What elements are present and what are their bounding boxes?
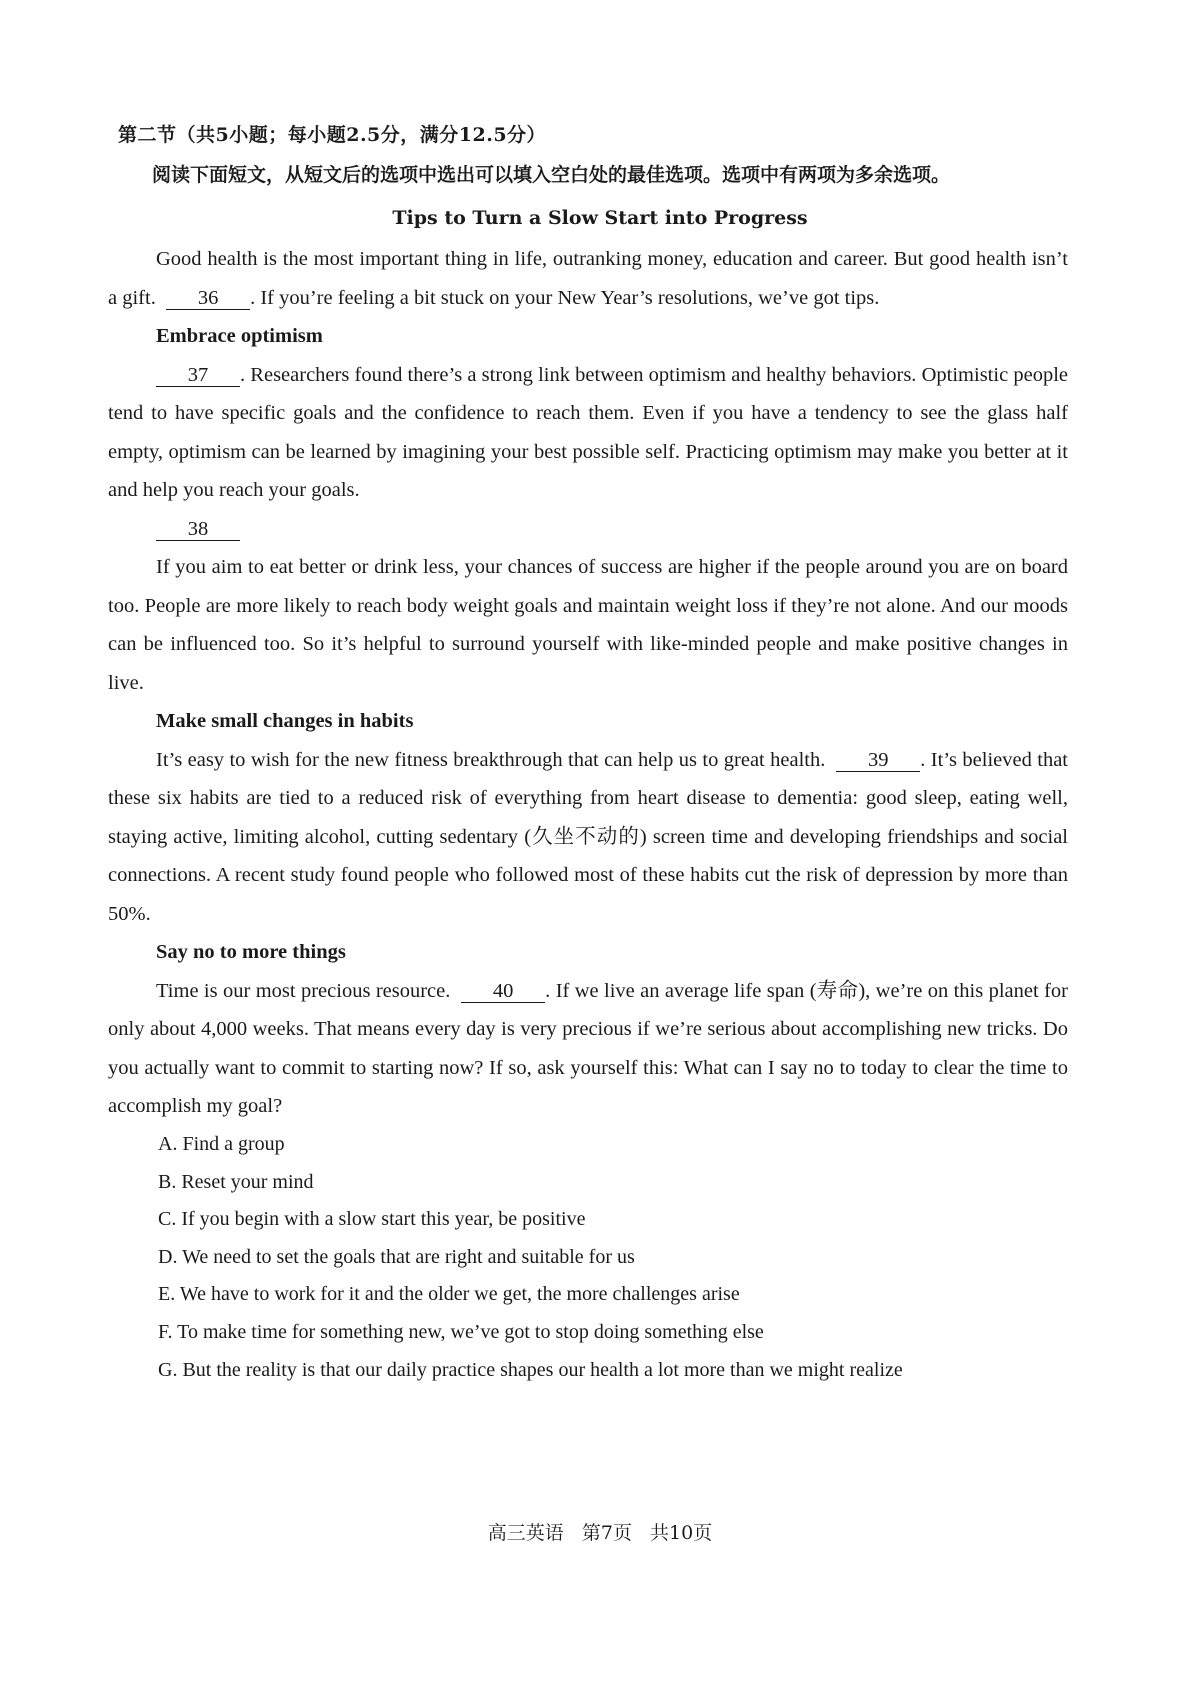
paragraph-text: It’s easy to wish for the new fitness breakthrough that can help us to great health. bbox=[156, 748, 826, 771]
paragraph-text: . It’s believed that these six habits are tied to a reduced risk of everything from heart disease to dementia: good sleep, eating well, staying active, limiting alcohol, cutting sedentary (久坐不动的) screen time and developing friendships and social connections. A recent study found people who followed most of these habits cut the risk of depression by more than 50%. bbox=[108, 748, 1068, 925]
answer-options bbox=[158, 1126, 1058, 1389]
blank-37: 37 bbox=[156, 364, 240, 387]
option-e: E. We have to work for it and the older we get, the more challenges arise bbox=[158, 1283, 740, 1306]
paragraph-text: . If you’re feeling a bit stuck on your New Year’s resolutions, we’ve got tips. bbox=[250, 286, 880, 309]
paragraph-text: . Researchers found there’s a strong link between optimism and healthy behaviors. Optimistic people tend to have specific goals and the confidence to reach them. Even if you have a tendency to see the glass half empty, optimism can be learned by imagining your best possible self. Practicing optimism may make you better at it and help you reach your goals. bbox=[108, 363, 1068, 501]
paragraph-text: Time is our most precious resource. bbox=[156, 979, 451, 1002]
option-d: D. We need to set the goals that are right and suitable for us bbox=[158, 1245, 635, 1268]
blank-39: 39 bbox=[836, 749, 920, 772]
option-c: C. If you begin with a slow start this year, be positive bbox=[158, 1208, 586, 1231]
paragraph-text: . If we live an average life span (寿命), we’re on this planet for only about 4,000 weeks. That means every day is very precious if we’re serious about accomplishing new tricks. Do you actually want to commit to starting now? If so, ask yourself this: What can I say no to today to clear the time to accomplish my goal? bbox=[108, 979, 1068, 1117]
section-title: 第二节（共5小题；每小题2.5分，满分12.5分） bbox=[118, 124, 547, 146]
paragraph-1 bbox=[108, 240, 1068, 317]
paragraph-text: Good health is the most important thing in life, outranking money, education and career. But good health isn’t a gift. bbox=[108, 248, 1068, 309]
option-f: F. To make time for something new, we’ve got to stop doing something else bbox=[158, 1320, 764, 1343]
paragraph-5 bbox=[108, 972, 1068, 1126]
paragraph-4 bbox=[108, 741, 1068, 934]
instruction-text: 阅读下面短文，从短文后的选项中选出可以填入空白处的最佳选项。选项中有两项为多余选项。 bbox=[152, 164, 951, 186]
paragraph-2 bbox=[108, 356, 1068, 510]
blank-36: 36 bbox=[166, 287, 250, 310]
heading-small-changes: Make small changes in habits bbox=[156, 710, 414, 732]
option-b: B. Reset your mind bbox=[158, 1170, 314, 1193]
blank-40: 40 bbox=[461, 980, 545, 1003]
passage-title: Tips to Turn a Slow Start into Progress bbox=[392, 207, 808, 229]
option-g: G. But the reality is that our daily practice shapes our health a lot more than we might realize bbox=[158, 1358, 903, 1381]
heading-embrace-optimism: Embrace optimism bbox=[156, 325, 323, 347]
paragraph-3: If you aim to eat better or drink less, your chances of success are higher if the people around you are on board too. People are more likely to reach body weight goals and maintain weight loss if they’re not alone. And our moods can be influenced too. So it’s helpful to surround yourself with like-minded people and make positive changes in live. bbox=[108, 556, 1068, 694]
option-a: A. Find a group bbox=[158, 1133, 285, 1155]
passage-body bbox=[108, 240, 1068, 1126]
page-footer: 高三英语 第7页 共10页 bbox=[487, 1522, 713, 1544]
heading-say-no: Say no to more things bbox=[156, 941, 346, 963]
blank-38: 38 bbox=[156, 518, 240, 541]
paragraph-blank-38 bbox=[108, 510, 1068, 549]
